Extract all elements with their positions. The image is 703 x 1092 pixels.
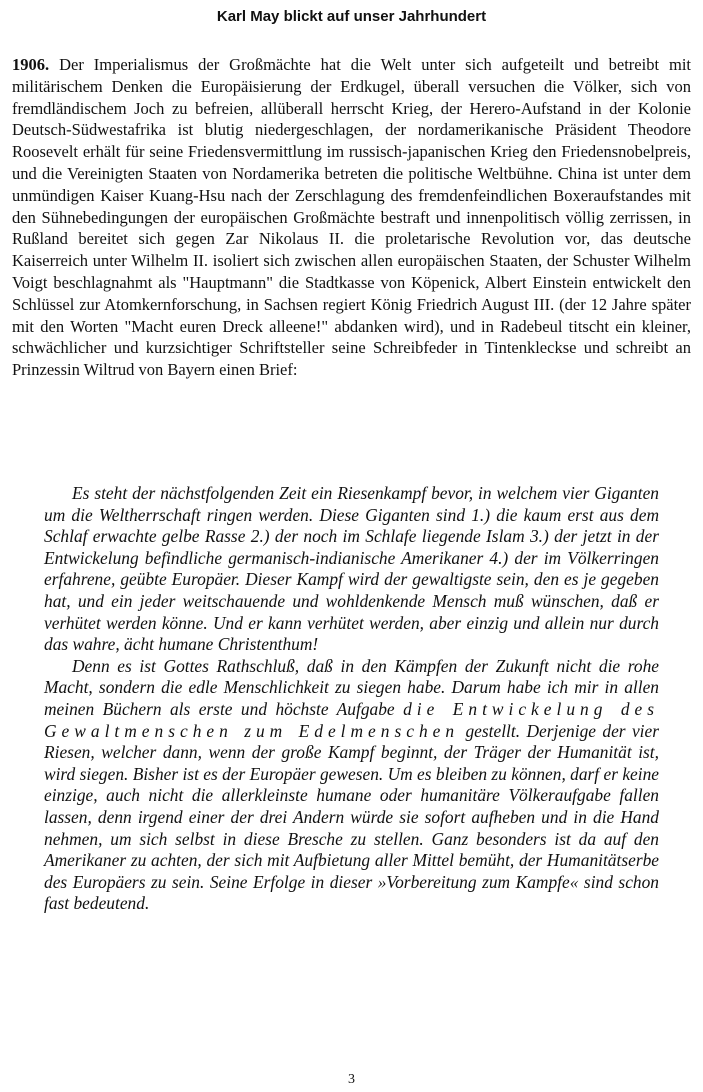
- quote-paragraph-1: Es steht der nächstfolgenden Zeit ein Riesenkampf bevor, in welchem vier Giganten um die Weltherrschaft ringen werden. Diese Giganten sind 1.) die kaum erst aus dem Schlaf erwachte gelbe Rasse 2.) der noch im Schlafe liegende Islam 3.) der jetzt in der Entwickelung befindliche germanisch-indianische Amerikaner 4.) der im Völkerringen erfahrene, geübte Europäer. Dieser Kampf wird der gewaltigste sein, den es je gegeben hat, und ein jeder weitschauende und wohldenkende Mensch muß wünschen, daß er verhütet werden könne. Und er kann verhütet werden, aber einzig und allein nur durch das wahre, ächt humane Christenthum!: [44, 483, 659, 655]
- page-title: Karl May blickt auf unser Jahrhundert: [216, 8, 487, 25]
- quote-paragraph-2-start: Denn es ist Gottes Rathschluß, daß in den Kämpfen der Zukunft nicht die rohe Macht, sondern die edle Menschlichkeit zu siegen habe. Darum habe ich mir in allen meinen Büchern als erste und höchste Aufgabe: [44, 655, 659, 719]
- quote-paragraph-2: [44, 656, 659, 915]
- quote-paragraph-2-end: gestellt. Derjenige der vier Riesen, welcher dann, wenn der große Kampf beginnt, der Träger der Humanität ist, wird siegen. Bisher ist es der Europäer gewesen. Um es bleiben zu können, darf er keine einzige, auch nicht die allerkleinste humane oder humanitäre Völkeraufgabe fallen lassen, denn irgend einer der drei Andern würde sie sofort aufheben und in die Hand nehmen, um sich selbst in diese Bresche zu stellen. Ganz besonders ist da auf den Amerikaner zu achten, der sich mit Aufbietung aller Mittel bemüht, der Humanitätserbe des Europäers zu sein. Seine Erfolge in dieser »Vorbereitung zum Kampfe« sind schon fast bedeutend.: [44, 720, 659, 914]
- intro-paragraph: [12, 54, 691, 381]
- year-label: 1906.: [12, 55, 50, 74]
- letter-quote: [44, 483, 659, 915]
- intro-text: Der Imperialismus der Großmächte hat die Welt unter sich aufgeteilt und betreibt mit militärischem Denken die Europäisierung der Erdkugel, überall versuchen die Völker, sich von fremdländischem Joch zu befreien, allüberall herrscht Krieg, der Herero-Aufstand in der Kolonie Deutsch-Südwestafrika ist blutig niedergeschlagen, der nordamerikanische Präsident Theodore Roosevelt erhält für seine Friedensvermittlung im russisch-japanischen Krieg den Friedensnobelpreis, und die Vereinigten Staaten von Nordamerika betreten die politische Weltbühne. China ist unter dem unmündigen Kaiser Kuang-Hsu nach der Zerschlagung des fremdenfeindlichen Boxeraufstandes mit den Sühnebedingungen der europäischen Großmächte bestraft und innenpolitisch völlig zerrissen, in Rußland bereitet sich gegen Zar Nikolaus II. die proletarische Revolution vor, das deutsche Kaiserreich unter Wilhelm II. isoliert sich zwischen allen europäischen Staaten, der Schuster Wilhelm Voigt beschlagnahmt als "Hauptmann" die Stadtkasse von Köpenick, Albert Einstein entwickelt den Schlüssel zur Atomkernforschung, in Sachsen regiert König Friedrich August III. (der 12 Jahre später mit den Worten "Macht euren Dreck alleene!" abdanken wird), und in Radebeul titscht ein kleiner, schwächlicher und kurzsichtiger Schriftsteller seine Schreibfeder in Tintenkleckse und schreibt an Prinzessin Wiltrud von Bayern einen Brief:: [12, 55, 692, 380]
- page-number: 3: [348, 1072, 355, 1087]
- quote-spaced-emphasis: die Entwickelung des Gewaltmenschen zum Edelmenschen: [44, 698, 660, 741]
